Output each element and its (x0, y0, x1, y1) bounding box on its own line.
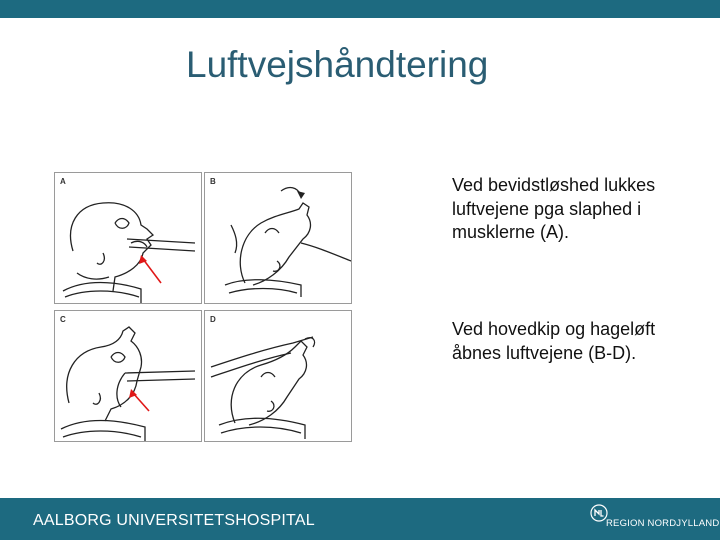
panel-label-d: D (210, 315, 216, 324)
head-tilt-drawing (205, 173, 351, 303)
panel-c (54, 310, 202, 442)
arrow-c (133, 393, 149, 411)
panel-b (204, 172, 352, 304)
bullet-text-head-tilt: Ved hovedkip og hageløft åbnes luftvejene (B-D). (452, 319, 656, 363)
head-profile-open-airway-drawing (55, 311, 201, 441)
region-name: REGION NORDJYLLAND (606, 518, 720, 529)
top-bar (0, 0, 720, 18)
arrow-a (143, 259, 161, 283)
jaw-thrust-drawing (205, 311, 351, 441)
panel-label-c: C (60, 315, 66, 324)
slide-title: Luftvejshåndtering (186, 44, 489, 85)
bullet-text-unconscious: Ved bevidstløshed lukkes luftvejene pga slaphed i musklerne (A). (452, 175, 656, 242)
panel-label-b: B (210, 177, 216, 186)
panel-d (204, 310, 352, 442)
hospital-name: AALBORG UNIVERSITETSHOSPITAL (33, 512, 315, 529)
panel-label-a: A (60, 177, 66, 186)
head-profile-closed-airway-drawing (55, 173, 201, 303)
airway-illustration (54, 172, 350, 440)
panel-a (54, 172, 202, 304)
